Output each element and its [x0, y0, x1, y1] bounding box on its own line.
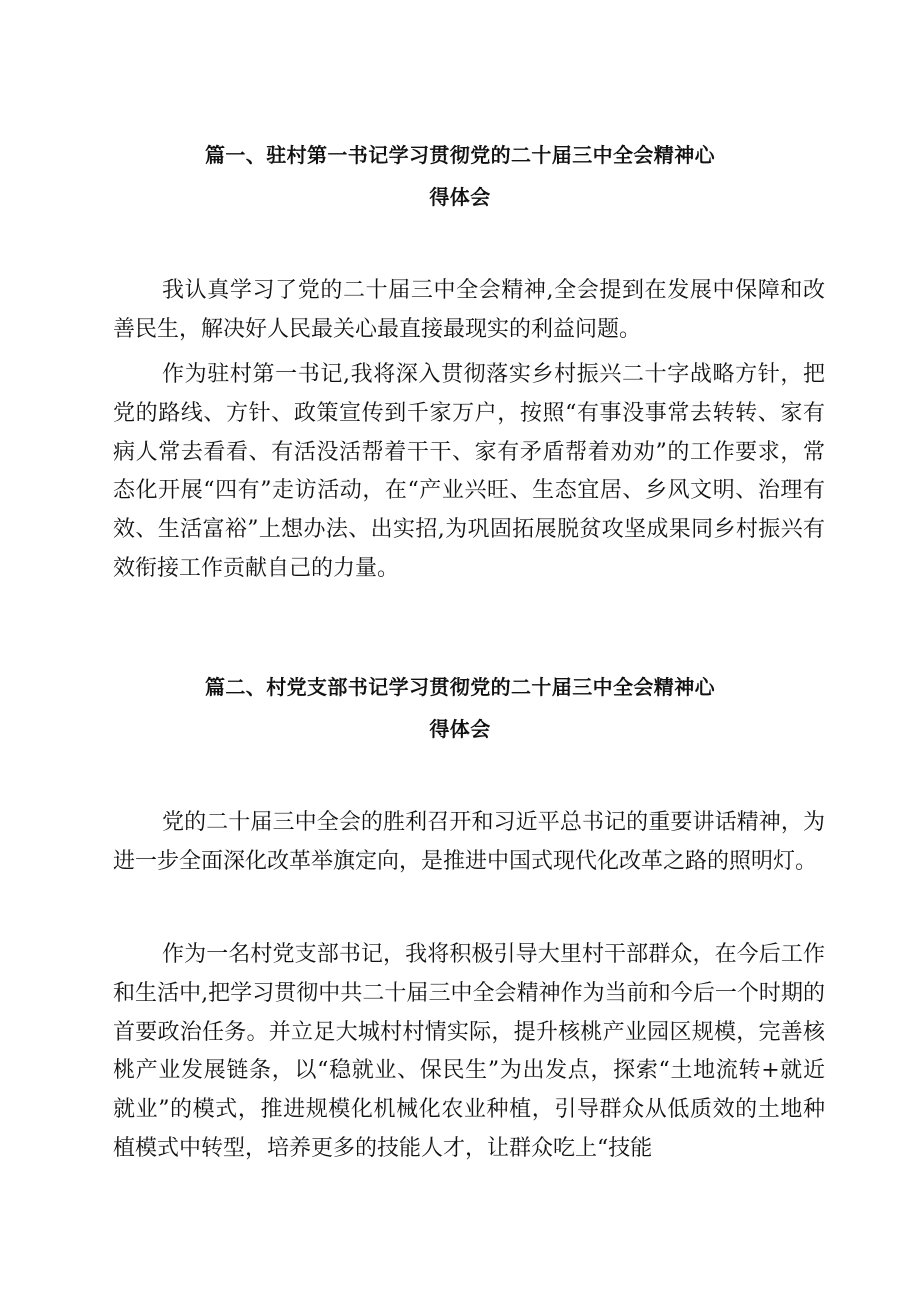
section-2-title-line1: 篇二、村党支部书记学习贯彻党的二十届三中全会精神心 — [205, 675, 715, 699]
section-1-title-line1: 篇一、驻村第一书记学习贯彻党的二十届三中全会精神心 — [205, 143, 715, 167]
section-1-title-line2: 得体会 — [429, 185, 491, 209]
section-1-title — [0, 134, 920, 218]
section-1 — [0, 134, 920, 218]
section-2-title-line2: 得体会 — [429, 717, 491, 741]
section-1-paragraph-2: 作为驻村第一书记,我将深入贯彻落实乡村振兴二十字战略方针，把党的路线、方针、政策宣传到千家万户，按照“有事没事常去转转、家有病人常去看看、有活没活帮着干干、家有矛盾帮着劝劝”的工作要求，常态化开展“四有”走访活动，在“产业兴旺、生态宜居、乡风文明、治理有效、生活富裕”上想办法、出实招,为巩固拓展脱贫攻坚成果同乡村振兴有效衔接工作贡献自己的力量。 — [113, 362, 825, 581]
section-2-title — [0, 666, 920, 750]
section-2-paragraph-1: 党的二十届三中全会的胜利召开和习近平总书记的重要讲话精神，为进一步全面深化改革举旗定向，是推进中国式现代化改革之路的照明灯。 — [113, 810, 825, 874]
section-2 — [0, 666, 920, 750]
section-2-paragraph-2: 作为一名村党支部书记，我将积极引导大里村干部群众，在今后工作和生活中,把学习贯彻中共二十届三中全会精神作为当前和今后一个时期的首要政治任务。并立足大城村村情实际，提升核桃产业园区规模，完善核桃产业发展链条，以“稳就业、保民生”为出发点，探索“土地流转+就近就业”的模式，推进规模化机械化农业种植，引导群众从低质效的土地种植模式中转型，培养更多的技能人才，让群众吃上“技能 — [113, 942, 825, 1161]
section-1-paragraph-1: 我认真学习了党的二十届三中全会精神,全会提到在发展中保障和改善民生，解决好人民最关心最直接最现实的利益问题。 — [113, 278, 825, 342]
